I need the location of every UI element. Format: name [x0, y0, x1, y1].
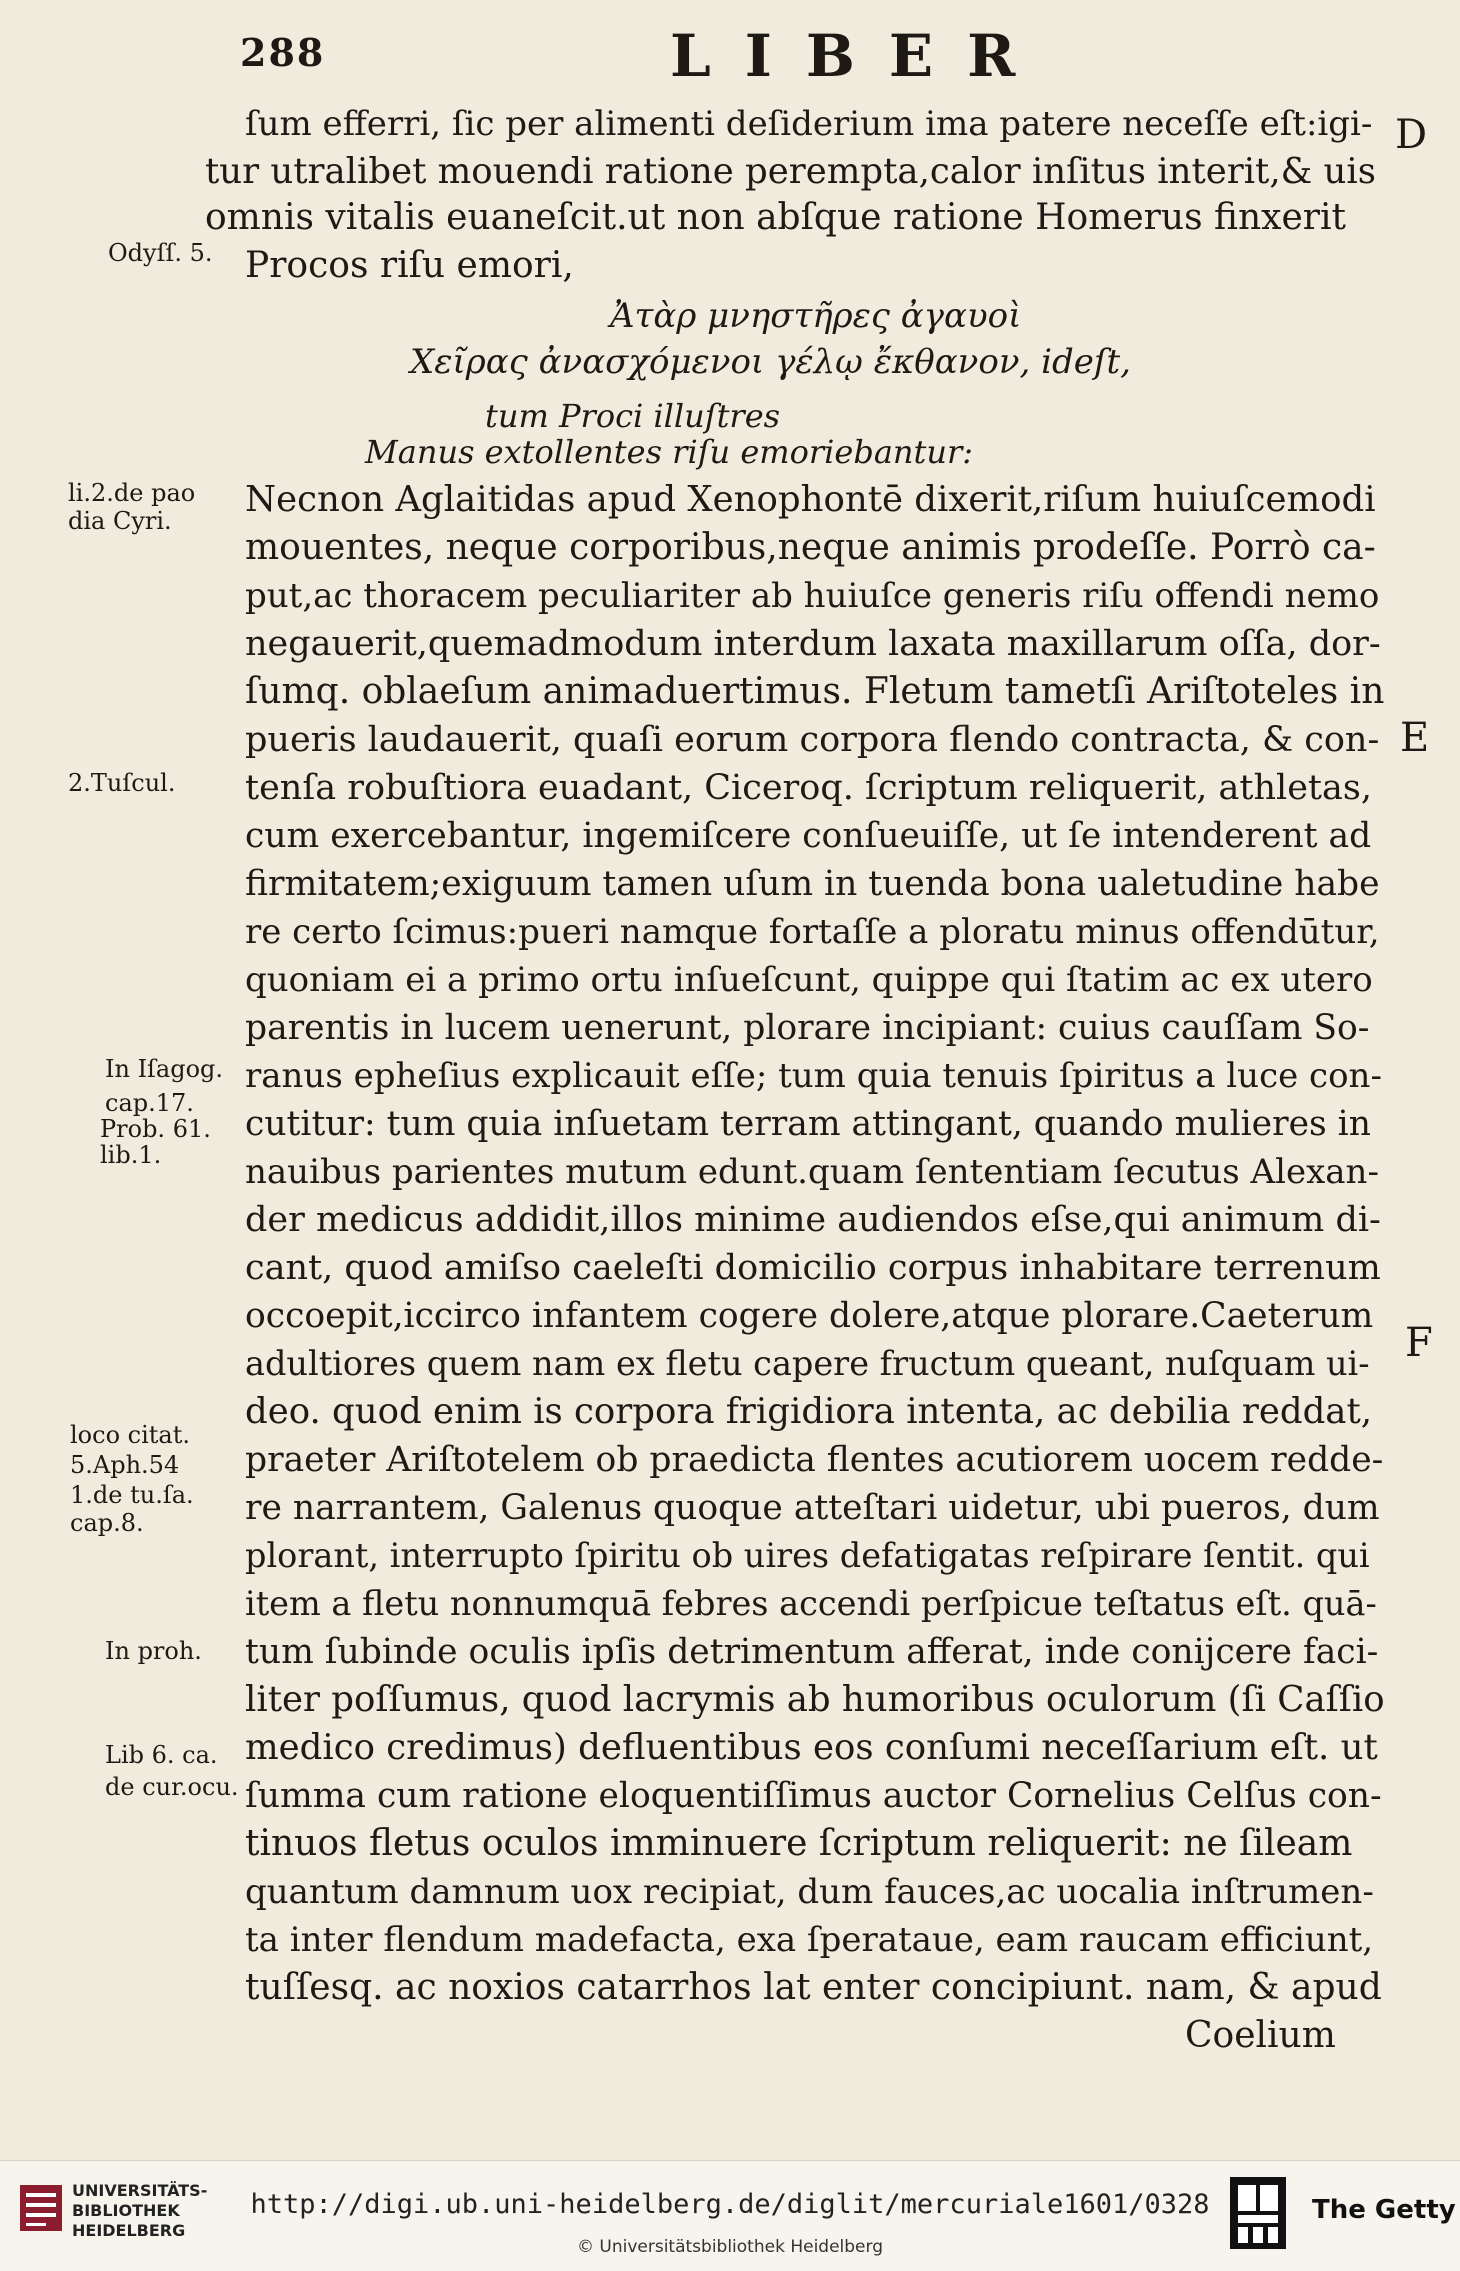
text-line: ſumma cum ratione eloquentiſſimus auctor Cornelius Celſus con- [245, 1776, 1382, 1816]
margin-note: In proh. [105, 1637, 202, 1665]
permalink-url[interactable]: http://digi.ub.uni-heidelberg.de/diglit/mercuriale1601/0328 [250, 2189, 1210, 2220]
text-line: ſumq. oblaeſum animaduertimus. Fletum tametſi Ariſtoteles in [245, 671, 1385, 712]
margin-note: lib.1. [100, 1141, 162, 1169]
text-line: Procos riſu emori, [245, 245, 574, 286]
text-line: mouentes, neque corporibus,neque animis prodeſſe. Porrò ca- [245, 527, 1376, 568]
text-line: tum ſubinde oculis ipſis detrimentum afferat, inde conijcere faci- [245, 1632, 1379, 1672]
text-line: tuſſesq. ac noxios catarrhos lat enter concipiunt. nam, & apud [245, 1967, 1382, 2008]
partner-name: The Getty [1312, 2195, 1456, 2225]
text-line: quoniam ei a primo ortu inſueſcunt, quippe qui ſtatim ac ex utero [245, 960, 1373, 1000]
margin-note: cap.17. [105, 1089, 194, 1117]
text-line: cum exercebantur, ingemiſcere conſueuiſſe, ut ſe intenderent ad [245, 816, 1372, 856]
section-marker: D [1395, 112, 1428, 158]
text-line: occoepit,iccirco infantem cogere dolere,atque plorare.Caeterum [245, 1296, 1374, 1336]
text-line: negauerit,quemadmodum interdum laxata maxillarum oſſa, dor- [245, 624, 1381, 664]
text-line: Ἀτὰρ μνηστῆρες ἀγαυοὶ [610, 296, 1022, 336]
text-line: tinuos fletus oculos imminuere ſcriptum reliquerit: ne ſileam [245, 1823, 1353, 1864]
getty-logo-icon [1228, 2175, 1288, 2251]
margin-note: li.2.de pao [68, 479, 196, 507]
copyright-text: © Universitätsbibliothek Heidelberg [576, 2237, 883, 2257]
text-line: parentis in lucem uenerunt, plorare incipiant: cuius cauſſam So- [245, 1008, 1370, 1048]
text-line: ſum efferri, ſic per alimenti deſiderium ima patere neceſſe eſt:igi- [245, 104, 1373, 144]
text-line: medico credimus) defluentibus eos conſumi neceſſarium eſt. ut [245, 1727, 1378, 1768]
text-line: Necnon Aglaitidas apud Xenophontē dixerit,riſum huiuſcemodi [245, 479, 1376, 520]
text-line: omnis vitalis euaneſcit.ut non abſque ratione Homerus finxerit [205, 197, 1346, 238]
text-line: nauibus parientes mutum edunt.quam ſententiam ſecutus Alexan- [245, 1152, 1379, 1192]
margin-note: Lib 6. ca. [105, 1741, 218, 1769]
text-line: pueris laudauerit, quaſi eorum corpora flendo contracta, & con- [245, 720, 1380, 760]
text-line: tur utralibet mouendi ratione perempta,calor inſitus interit,& uis [205, 151, 1376, 192]
text-line: cutitur: tum quia inſuetam terram attingant, quando mulieres in [245, 1104, 1371, 1144]
section-marker: F [1405, 1320, 1433, 1366]
margin-note: In Iſagog. [105, 1055, 224, 1083]
text-line: praeter Ariſtotelem ob praedicta flentes acutiorem uocem redde- [245, 1440, 1384, 1480]
text-line: ta inter flendum madefacta, exa ſperataue, eam raucam efficiunt, [245, 1920, 1374, 1960]
text-line: liter poſſumus, quod lacrymis ab humoribus oculorum (ſi Caſſio [245, 1679, 1385, 1720]
text-line: re narrantem, Galenus quoque atteſtari uidetur, ubi pueros, dum [245, 1488, 1380, 1528]
text-line: item a fletu nonnumquā febres accendi perſpicue teſtatus eſt. quā- [245, 1584, 1377, 1623]
text-line: adultiores quem nam ex fletu capere fructum queant, nuſquam ui- [245, 1344, 1370, 1383]
text-line: Χεῖρας ἀνασχόμενοι γέλῳ ἔκθανον, ideſt, [410, 342, 1131, 382]
margin-note: 2.Tuſcul. [68, 769, 176, 797]
text-line: ranus epheſius explicauit eſſe; tum quia tenuis ſpiritus a luce con- [245, 1056, 1382, 1096]
page-number: 288 [240, 30, 326, 75]
running-title: LIBER [670, 22, 1050, 90]
section-marker: E [1400, 715, 1430, 761]
margin-note: Odyſſ. 5. [108, 239, 213, 267]
footer-bar [0, 2160, 1460, 2271]
margin-note: dia Cyri. [68, 507, 172, 535]
text-line: tum Proci illuſtres [485, 397, 781, 435]
margin-note: Prob. 61. [100, 1115, 211, 1143]
text-line: cant, quod amiſso caeleſti domicilio corpus inhabitare terrenum [245, 1248, 1381, 1288]
margin-note: 5.Aph.54 [70, 1451, 180, 1479]
text-line: firmitatem;exiguum tamen uſum in tuenda bona ualetudine habe [245, 864, 1380, 904]
text-line: plorant, interrupto ſpiritu ob uires defatigatas reſpirare ſentit. qui [245, 1536, 1370, 1575]
margin-note: cap.8. [70, 1509, 144, 1537]
university-name: UNIVERSITÄTS- BIBLIOTHEK HEIDELBERG [72, 2181, 208, 2240]
text-line: Coelium [1185, 2015, 1336, 2056]
margin-note: de cur.ocu. [105, 1773, 239, 1801]
text-line: tenſa robuſtiora euadant, Ciceroq. ſcriptum reliquerit, athletas, [245, 768, 1372, 808]
text-line: deo. quod enim is corpora frigidiora intenta, ac debilia reddat, [245, 1391, 1373, 1432]
text-line: quantum damnum uox recipiat, dum fauces,ac uocalia inſtrumen- [245, 1872, 1374, 1912]
text-line: re certo ſcimus:pueri namque fortaſſe a ploratu minus offendūtur, [245, 912, 1380, 952]
text-line: Manus extollentes riſu emoriebantur: [365, 433, 974, 471]
text-line: der medicus addidit,illos minime audiendos eſse,qui animum di- [245, 1200, 1381, 1240]
margin-note: 1.de tu.ſa. [70, 1481, 194, 1509]
margin-note: loco citat. [70, 1421, 190, 1449]
text-line: put,ac thoracem peculiariter ab huiuſce generis riſu offendi nemo [245, 576, 1380, 616]
